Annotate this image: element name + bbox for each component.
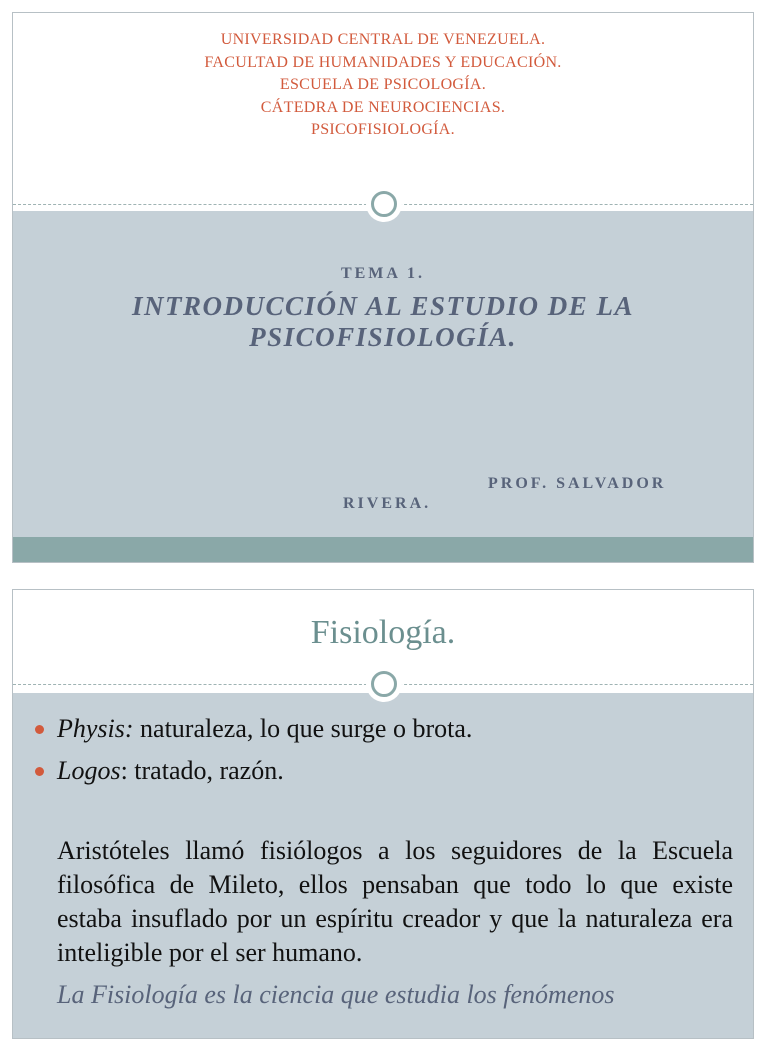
chair-line: CÁTEDRA DE NEUROCIENCIAS. — [260, 98, 506, 116]
content-slide — [12, 589, 754, 1039]
circle-ornament-icon — [366, 666, 402, 702]
school-line: ESCUELA DE PSICOLOGÍA. — [279, 76, 487, 93]
definition-paragraph: La Fisiología es la ciencia que estudia los fenómenos — [57, 980, 615, 1009]
list-item — [33, 750, 472, 792]
title-slide — [12, 12, 754, 563]
faculty-line: FACULTAD DE HUMANIDADES Y EDUCACIÓN. — [204, 53, 562, 71]
course-line: PSICOFISIOLOGÍA. — [311, 121, 455, 138]
footer-band — [13, 537, 753, 563]
definition-list — [33, 708, 472, 792]
term-logos: Logos — [57, 756, 121, 785]
university-line: UNIVERSIDAD CENTRAL DE VENEZUELA. — [220, 31, 546, 48]
term-physis: Physis: — [57, 714, 134, 743]
professor-name-line-2: RIVERA. — [343, 495, 432, 512]
slide-title — [13, 291, 753, 353]
definition-logos: : tratado, razón. — [120, 756, 284, 785]
list-item — [33, 708, 472, 750]
body-paragraph: Aristóteles llamó fisiólogos a los seguidores de la Escuela filosófica de Mileto, ellos pensaban que todo lo que existe estaba insuflado por un espíritu creador y que la naturaleza era inteligible por el ser humano. — [57, 836, 733, 967]
institution-header — [13, 29, 753, 142]
slide-title-line-2: PSICOFISIOLOGÍA. — [249, 322, 517, 352]
professor-name-line-1: PROF. SALVADOR — [488, 475, 667, 492]
slide-title-line-1: INTRODUCCIÓN AL ESTUDIO DE LA — [131, 291, 635, 321]
circle-ornament-icon — [366, 186, 402, 222]
topic-number: TEMA 1. — [340, 265, 426, 282]
slide-heading: Fisiología. — [310, 614, 456, 651]
definition-physis: naturaleza, lo que surge o brota. — [133, 714, 473, 743]
